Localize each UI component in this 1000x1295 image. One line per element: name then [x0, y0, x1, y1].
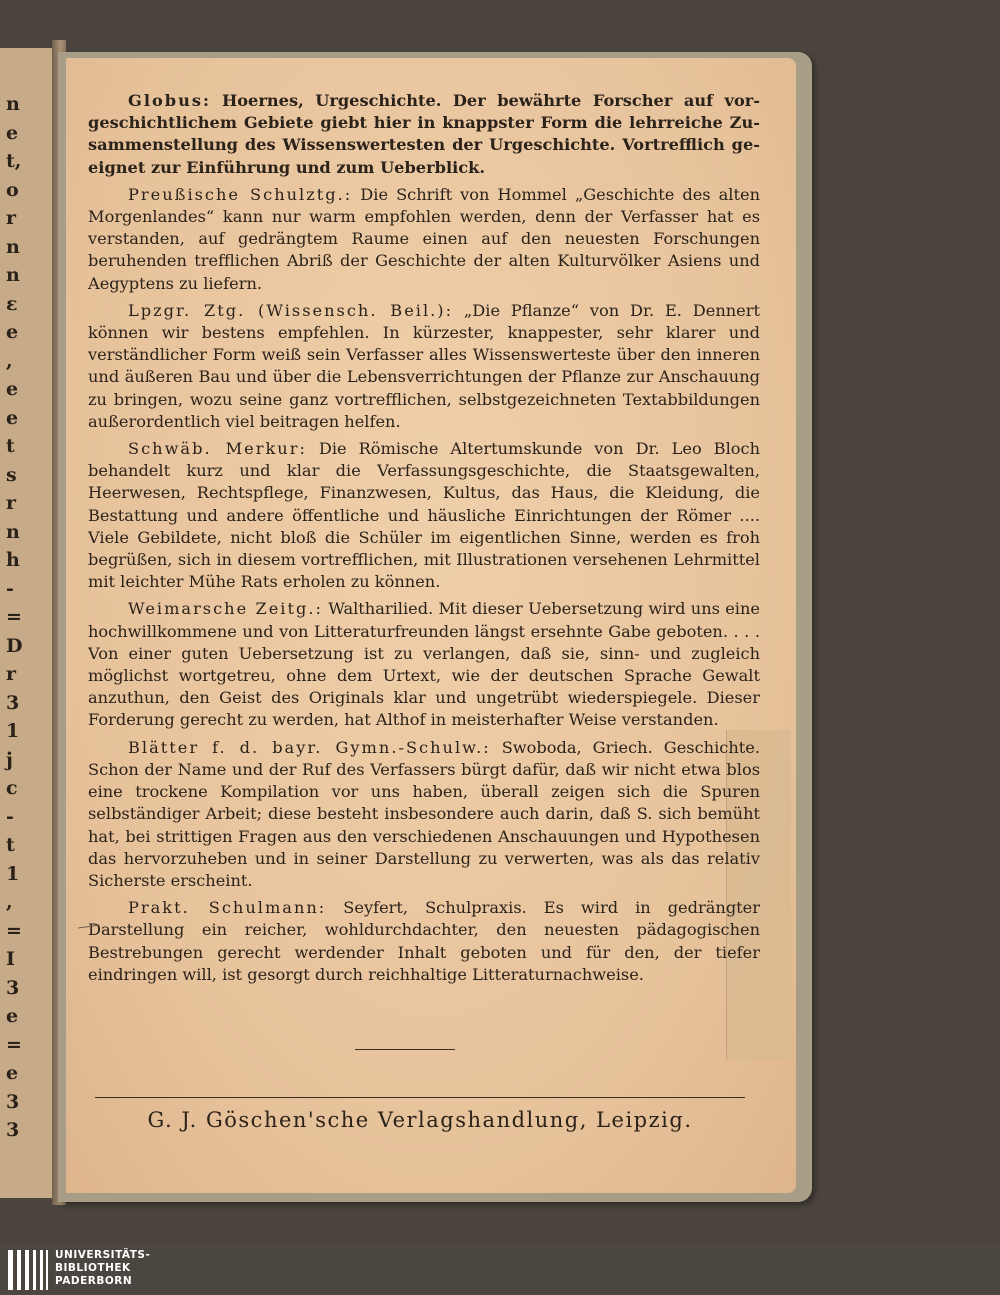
- review-source: Schwäb. Merkur:: [128, 439, 307, 459]
- margin-char: -: [6, 577, 14, 600]
- section-divider: [355, 1049, 455, 1050]
- margin-char: o: [6, 178, 19, 201]
- margin-char: n: [6, 235, 20, 258]
- margin-char: 3: [6, 691, 20, 714]
- margin-char: t,: [6, 150, 22, 172]
- margin-char: =: [6, 1033, 22, 1056]
- margin-char: n: [6, 264, 20, 286]
- review-text: Die Schrift von Hommel „Geschichte des alten Morgenlandes“ kann nur warm empfohlen werden, denn der Verfasser hat es verstanden, auf gedrängtem Raume einen auf den neuesten Forschungen beruhenden trefflichen Abriß der Geschichte der alten Kulturvölker Asiens und Aegyptens zu liefern.: [88, 184, 760, 293]
- review-source: Lpzgr. Ztg. (Wissensch. Beil.):: [128, 300, 454, 320]
- margin-char: r: [6, 492, 17, 514]
- review-paragraph: [88, 897, 760, 986]
- publisher-imprint: G. J. Göschen'sche Verlagshandlung, Leipzig.: [147, 1108, 693, 1132]
- review-text: Seyfert, Schulpraxis. Es wird in gedrängter Darstellung ein reicher, wohldurchdachter, den neuesten pädagogischen Bestrebungen gerecht werdender Inhalt geboten und für den, der tiefer eindringen will, ist gesorgt durch reichhaltige Litteraturnachweise.: [88, 898, 761, 984]
- margin-char: e: [6, 1062, 19, 1084]
- margin-char: e: [6, 321, 19, 343]
- margin-char: r: [6, 207, 17, 229]
- margin-char: e: [6, 121, 19, 144]
- review-text: „Die Pflanze“ von Dr. E. Dennert können wir bestens empfehlen. In kürzester, knappester, sehr klarer und verständlicher Form weiß sein Verfasser alles Wissenswerteste über den inneren und äußeren Bau und über die Lebensverrichtungen der Pflanze zur Anschauung zu bringen, wozu seine ganz vortrefflichen, selbstgezeichneten Textabbildungen außerordentlich viel beitragen helfen.: [88, 300, 760, 431]
- library-name-line: UNIVERSITÄTS-: [55, 1249, 151, 1261]
- review-source: Weimarsche Zeitg.:: [128, 599, 323, 619]
- margin-char: =: [6, 606, 22, 628]
- margin-char: n: [6, 520, 20, 543]
- review-text: Swoboda, Griech. Geschichte. Schon der Name und der Ruf des Verfassers bürgt dafür, daß wir nicht etwa blos eine trockene Kompilation vor uns haben, überall zeigen sich die Spuren selbständiger Arbeit; diese besteht insbesondere auch darin, daß S. sich bemüht hat, bei strittigen Fragen aus den verschiedenen Anschauungen und Hypothesen das hervorzuheben und in seiner Darstellung zu verwerten, was als das relativ Sicherste erscheint.: [88, 737, 760, 890]
- review-paragraph: [88, 90, 760, 179]
- margin-char: =: [6, 919, 22, 942]
- margin-char: -: [6, 805, 14, 828]
- margin-char: t: [6, 435, 15, 457]
- margin-char: ɛ: [6, 292, 18, 315]
- margin-char: j: [6, 748, 13, 771]
- library-logo-icon: [8, 1250, 50, 1290]
- library-name-line: BIBLIOTHEK: [55, 1262, 131, 1274]
- margin-char: 3: [6, 1090, 20, 1113]
- margin-char: I: [6, 948, 15, 970]
- review-source: Globus:: [128, 91, 211, 110]
- margin-char: s: [6, 463, 17, 486]
- library-logo-text: [55, 1249, 150, 1288]
- margin-char: e: [6, 406, 19, 429]
- library-name-line: PADERBORN: [55, 1275, 133, 1287]
- margin-char: e: [6, 1005, 19, 1027]
- margin-char: t: [6, 834, 15, 856]
- margin-char: 1: [6, 862, 20, 885]
- margin-char: e: [6, 378, 19, 400]
- margin-char: ,: [6, 349, 13, 372]
- margin-char: 3: [6, 1119, 20, 1141]
- review-text: Waltharilied. Mit dieser Uebersetzung wird uns eine hochwillkommene und von Litteraturfreunden längst ersehnte Gabe geboten. . . . Von einer guten Uebersetzung ist zu verlangen, daß sie, sinn- und zugleich möglichst wortgetreu, ohne dem Urtext, wie der deutschen Sprache Gewalt anzuthun, den Geist des Originals klar und ungetrübt wiederspiegele. Dieser Forderung gerecht zu werden, hat Althof in meisterhafter Weise verstanden.: [88, 599, 760, 730]
- margin-char: c: [6, 777, 18, 799]
- margin-char: ,: [6, 891, 13, 913]
- margin-char: 1: [6, 720, 20, 742]
- margin-char: n: [6, 93, 20, 115]
- review-paragraph: [88, 184, 760, 295]
- review-source: Preußische Schulztg.:: [128, 184, 353, 204]
- review-paragraph: [88, 438, 760, 593]
- review-text: Hoernes, Urgeschichte. Der bewährte Forscher auf vorgeschichtlichem Gebiete giebt hier in knappster Form die lehrreiche Zusammenstellung des Wissenswertesten der Urgeschichte. Vortrefflich geeignet zur Einführung und zum Ueberblick.: [88, 91, 760, 177]
- review-paragraph: [88, 737, 760, 892]
- margin-char: h: [6, 549, 20, 571]
- margin-char: D: [6, 634, 23, 657]
- review-list: [88, 90, 760, 991]
- review-source: Prakt. Schulmann:: [128, 898, 327, 918]
- review-paragraph: [88, 598, 760, 731]
- review-paragraph: [88, 300, 760, 433]
- review-source: Blätter f. d. bayr. Gymn.-Schulw.:: [128, 737, 491, 757]
- review-text: Die Römische Altertumskunde von Dr. Leo Bloch behandelt kurz und klar die Verfassungsgeschichte, die Staatsgewalten, Heerwesen, Rechtspflege, Finanzwesen, Kultus, das Haus, die Kleidung, die Bestattung und andere öffentliche und häusliche Einrichtungen der Römer .... Viele Gebildete, nicht bloß die Schüler im eigentlichen Sinne, werden es froh begrüßen, sich in diesem vortrefflichen, mit Illustrationen versehenen Lehrmittel mit leichter Mühe Rats erholen zu können.: [88, 439, 760, 592]
- margin-char: 3: [6, 976, 20, 999]
- margin-char: r: [6, 663, 17, 685]
- footer-rule: [95, 1097, 745, 1098]
